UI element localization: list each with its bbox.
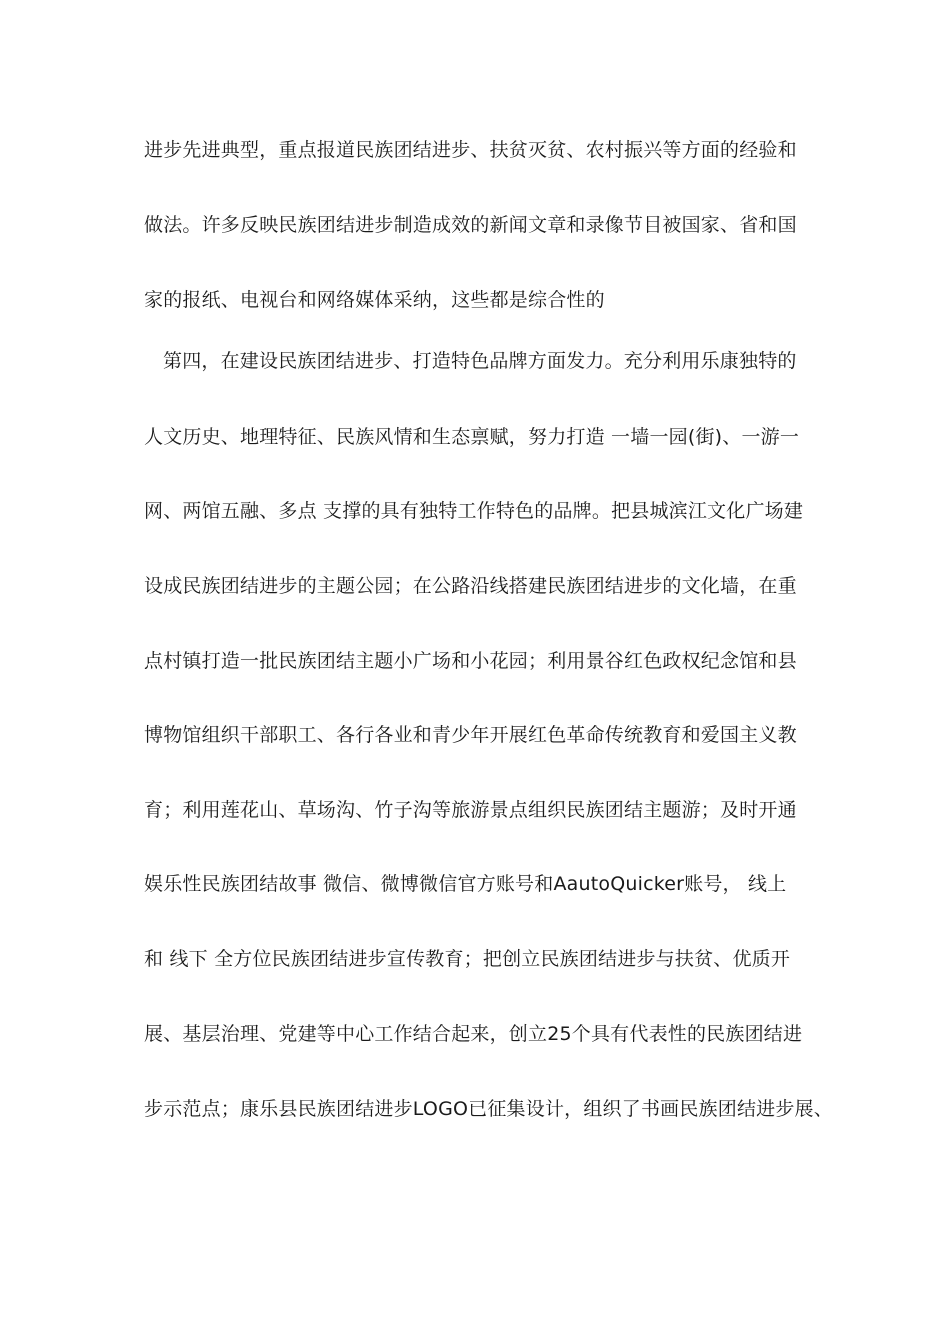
paragraph-line: 网、两馆五融、多点 支撑的具有独特工作特色的品牌。把县城滨江文化广场建: [144, 500, 804, 522]
paragraph-line: 点村镇打造一批民族团结主题小广场和小花园；利用景谷红色政权纪念馆和县: [144, 650, 797, 672]
paragraph-line: 设成民族团结进步的主题公园；在公路沿线搭建民族团结进步的文化墙，在重: [144, 575, 797, 597]
paragraph-first-line: 第四，在建设民族团结进步、打造特色品牌方面发力。充分利用乐康独特的: [163, 350, 797, 372]
paragraph-line: 和 线下 全方位民族团结进步宣传教育；把创立民族团结进步与扶贫、优质开: [144, 948, 791, 970]
paragraph-line: 人文历史、地理特征、民族风情和生态禀赋，努力打造 一墙一园(街)、一游一: [144, 426, 800, 448]
paragraph-line: 博物馆组织干部职工、各行各业和青少年开展红色革命传统教育和爱国主义教: [144, 724, 797, 746]
paragraph-line: 娱乐性民族团结故事 微信、微博微信官方账号和AautoQuicker账号， 线上: [144, 873, 787, 895]
paragraph-line: 步示范点；康乐县民族团结进步LOGO已征集设计，组织了书画民族团结进步展、: [144, 1098, 833, 1120]
paragraph-line: 育；利用莲花山、草场沟、竹子沟等旅游景点组织民族团结主题游；及时开通: [144, 799, 797, 821]
paragraph-line: 做法。许多反映民族团结进步制造成效的新闻文章和录像节目被国家、省和国: [144, 214, 797, 236]
paragraph-line: 展、基层治理、党建等中心工作结合起来，创立25个具有代表性的民族团结进: [144, 1023, 803, 1045]
paragraph-line: 进步先进典型，重点报道民族团结进步、扶贫灭贫、农村振兴等方面的经验和: [144, 139, 797, 161]
paragraph-line: 家的报纸、电视台和网络媒体采纳，这些都是综合性的: [144, 289, 605, 311]
